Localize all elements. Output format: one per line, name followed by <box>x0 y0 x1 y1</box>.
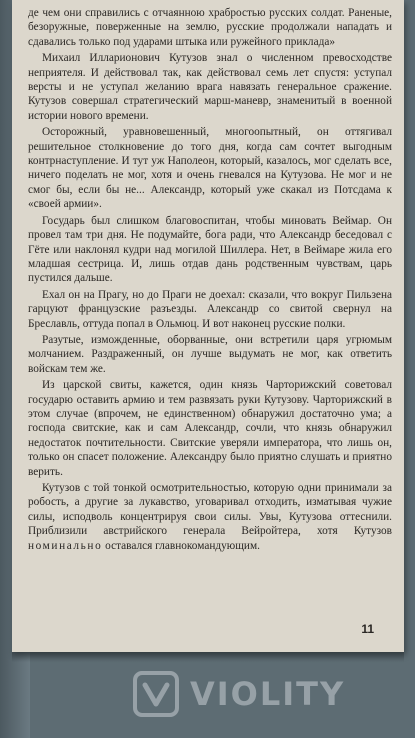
paragraph-7: Из царской свиты, кажется, один князь Чарторижский советовал государю оставить армию и тем развязать руки Кутузову. Чарторижский в этом случае (впрочем, не единственном) обнаружил достаточно ума; а господа свитские, как и сам Александр, сочли, что князь обнаружил недостаток почтительности. Свитские уверяли императора, что лишь он, только он спасет положение. Александру было приятно слушать и приятно верить. <box>28 379 392 478</box>
paragraph-6: Разутые, изможденные, оборванные, они встретили царя угрюмым молчанием. Раздраженный, он лучше выдумать не мог, как ответить войскам тем же. <box>28 333 392 375</box>
violity-logo-icon <box>132 670 180 718</box>
watermark <box>132 668 345 720</box>
page-shadow <box>12 652 404 662</box>
emphasized-word: номинально <box>28 539 103 552</box>
page-number: 11 <box>361 622 374 636</box>
paragraph-2: Михаил Илларионович Кутузов знал о численном превосходстве неприятеля. И действовал так, как действовал семь лет спустя: уступал версты и не уступал желанию врага навязать генеральное сражение. Кутузов совершал стратегический марш-маневр, знаменитый в военной истории нового времени. <box>28 52 392 122</box>
page-text-block <box>28 6 392 553</box>
paragraph-4: Государь был слишком благовоспитан, чтобы миновать Веймар. Он провел там три дня. Не подумайте, бога ради, что Александр беседовал с Гёте или наклонял кудри над могилой Шиллера. Нет, в Веймаре жила его младшая сестрица. И, лишь отдав дань родственным чувствам, царь пустился дальше. <box>28 214 392 285</box>
paragraph-5: Ехал он на Прагу, но до Праги не доехал: сказали, что вокруг Пильзена гарцуют французские разъезды. Александр со свитой свернул на Бреславль, оттуда попал в Ольмюц. И вот наконец русские полки. <box>28 288 392 330</box>
paragraph-3: Осторожный, уравновешенный, многоопытный, он оттягивал решительное столкновение до того дня, когда сам сочтет выгодным контрнаступление. И тут уж Наполеон, который, казалось, мог сделать все, ничего поделать не мог, хотя и очень гневался на Кутузова. Не мог и не смог бы, если бы не... Александр, который уже скакал из Потсдама к «своей армии». <box>28 126 392 211</box>
watermark-text: VIOLITY <box>190 675 346 713</box>
paragraph-8: Кутузов с той тонкой осмотрительностью, которую одни принимали за робость, а другие за лукавство, уговаривал отходить, изматывая чужие силы, исподволь концентрируя свои силы. Увы, Кутузова оттеснили. Приблизили австрийского генерала Вейройтера, хотя Кутузов номинально оставался главнокомандующим. <box>28 482 392 552</box>
book-page <box>12 0 404 652</box>
paragraph-1: де чем они справились с отчаянною храбростью русских солдат. Раненые, безоружные, поверженные на землю, русские продолжали нападать и сдавались только под ударами штыка или ружейного приклада» <box>28 7 392 48</box>
